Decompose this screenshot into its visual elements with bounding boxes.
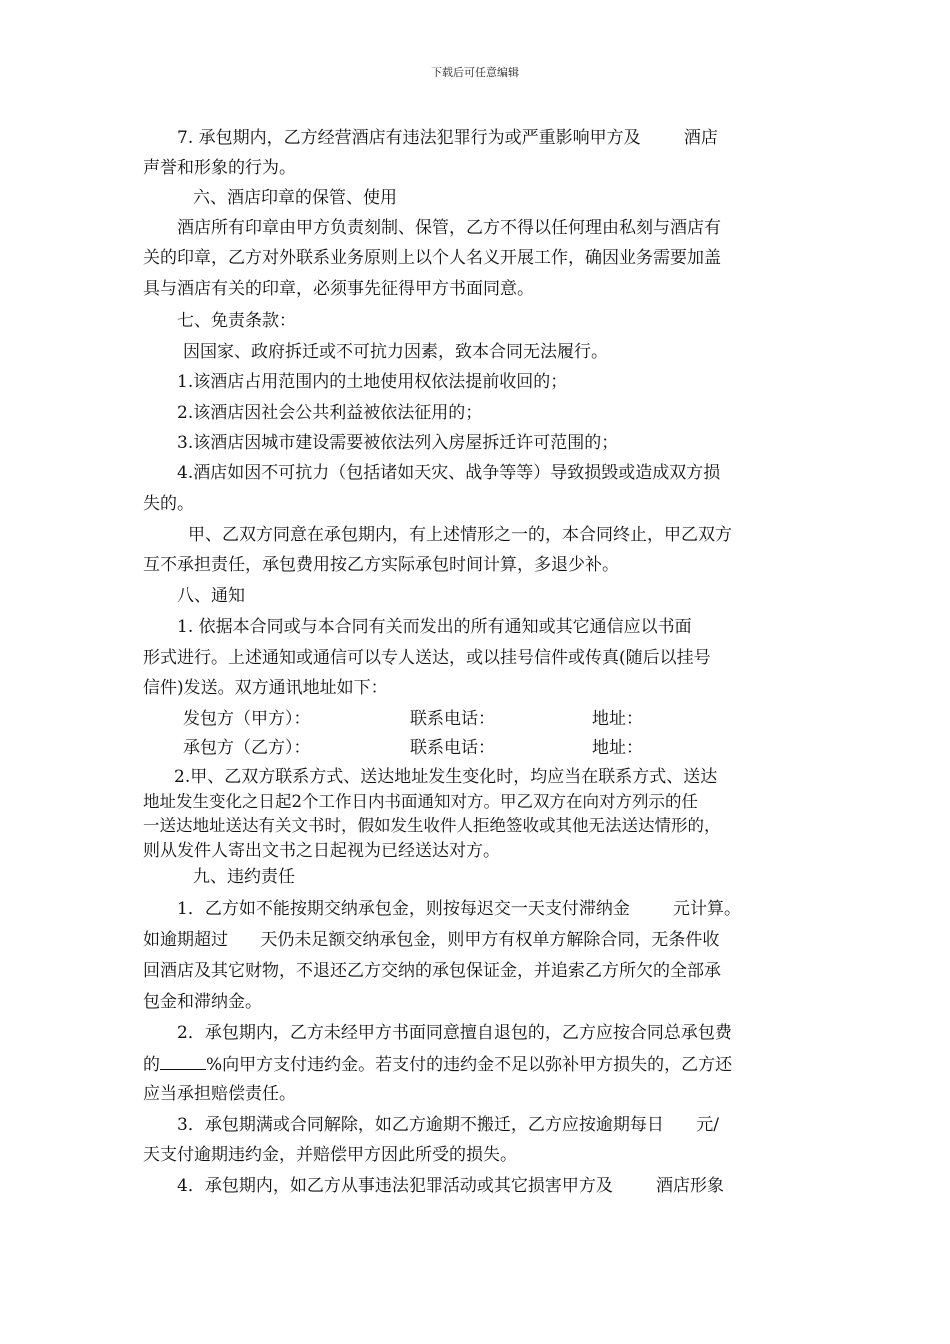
text-line [143, 1052, 732, 1076]
text-line: 回酒店及其它财物，不退还乙方交纳的承包保证金，并追索乙方所欠的全部承 [143, 961, 721, 981]
section-heading: 九、违约责任 [193, 867, 295, 887]
text-line: 天支付逾期违约金，并赔偿甲方因此所受的损失。 [143, 1145, 517, 1165]
text-line: 地址发生变化之日起2个工作日内书面通知对方。甲乙双方在向对方列示的任 [143, 792, 698, 811]
text-line: 则从发件人寄出文书之日起视为已经送达对方。 [143, 841, 500, 861]
party-a-address-label: 地址： [592, 709, 643, 729]
party-b-label: 承包方（乙方）： [183, 738, 311, 758]
section-heading: 七、免责条款： [177, 311, 296, 331]
list-item: 3.该酒店因城市建设需要被依法列入房屋拆迁许可范围的； [177, 433, 619, 453]
text-line: 应当承担赔偿责任。 [143, 1084, 296, 1104]
text-line: 包金和滞纳金。 [143, 992, 262, 1012]
text-line: 具与酒店有关的印章，必须事先征得甲方书面同意。 [143, 279, 534, 299]
text-line: 3．承包期满或合同解除，如乙方逾期不搬迁，乙方应按逾期每日 元/ [177, 1115, 719, 1135]
text-line: 失的。 [143, 494, 194, 514]
text-line: 互不承担责任，承包费用按乙方实际承包时间计算，多退少补。 [143, 555, 619, 575]
text-line: 形式进行。上述通知或通信可以专人送达，或以挂号信件或传真(随后以挂号 [143, 648, 711, 668]
list-item: 4.酒店如因不可抗力（包括诸如天灾、战争等等）导致损毁或造成双方损 [177, 463, 721, 483]
list-item: 2.该酒店因社会公共利益被依法征用的； [177, 403, 483, 423]
text-line: 1．乙方如不能按期交纳承包金，则按每迟交一天支付滞纳金 元计算。 [177, 899, 742, 919]
text-line: 信件)发送。双方通讯地址如下： [143, 678, 388, 698]
text-line: 如逾期超过 天仍未足额交纳承包金，则甲方有权单方解除合同，无条件收 [143, 930, 720, 950]
party-a-phone-label: 联系电话： [410, 709, 495, 729]
section-heading: 八、通知 [177, 586, 245, 606]
text-line: 声誉和形象的行为。 [143, 158, 296, 178]
party-b-address-label: 地址： [592, 738, 643, 758]
list-item: 1.该酒店占用范围内的土地使用权依法提前收回的； [177, 372, 568, 392]
text-fragment: 的 [143, 1055, 160, 1075]
text-line: 4．承包期内，如乙方从事违法犯罪活动或其它损害甲方及 酒店形象 [177, 1176, 725, 1196]
text-line: 一送达地址送达有关文书时，假如发生收件人拒绝签收或其他无法送达情形的， [143, 816, 721, 835]
text-line: 甲、乙双方同意在承包期内，有上述情形之一的，本合同终止，甲乙双方 [188, 525, 732, 545]
blank-underline [160, 1052, 206, 1070]
text-line: 1. 依据本合同或与本合同有关而发出的所有通知或其它通信应以书面 [177, 617, 692, 637]
text-line: 2.甲、乙双方联系方式、送达地址发生变化时，均应当在联系方式、送达 [174, 767, 718, 787]
party-b-phone-label: 联系电话： [410, 738, 495, 758]
text-line: 关的印章，乙方对外联系业务原则上以个人名义开展工作，确因业务需要加盖 [143, 248, 721, 268]
text-line: 7. 承包期内，乙方经营酒店有违法犯罪行为或严重影响甲方及 酒店 [177, 128, 718, 148]
party-a-label: 发包方（甲方）： [183, 709, 311, 729]
page-header: 下载后可任意编辑 [431, 66, 519, 79]
text-line: 因国家、政府拆迁或不可抗力因素，致本合同无法履行。 [183, 342, 608, 362]
section-heading: 六、酒店印章的保管、使用 [193, 188, 397, 208]
text-line: 酒店所有印章由甲方负责刻制、保管，乙方不得以任何理由私刻与酒店有 [177, 218, 721, 238]
text-line: 2．承包期内，乙方未经甲方书面同意擅自退包的，乙方应按合同总承包费 [177, 1023, 732, 1043]
text-fragment: %向甲方支付违约金。若支付的违约金不足以弥补甲方损失的，乙方还 [206, 1055, 733, 1075]
